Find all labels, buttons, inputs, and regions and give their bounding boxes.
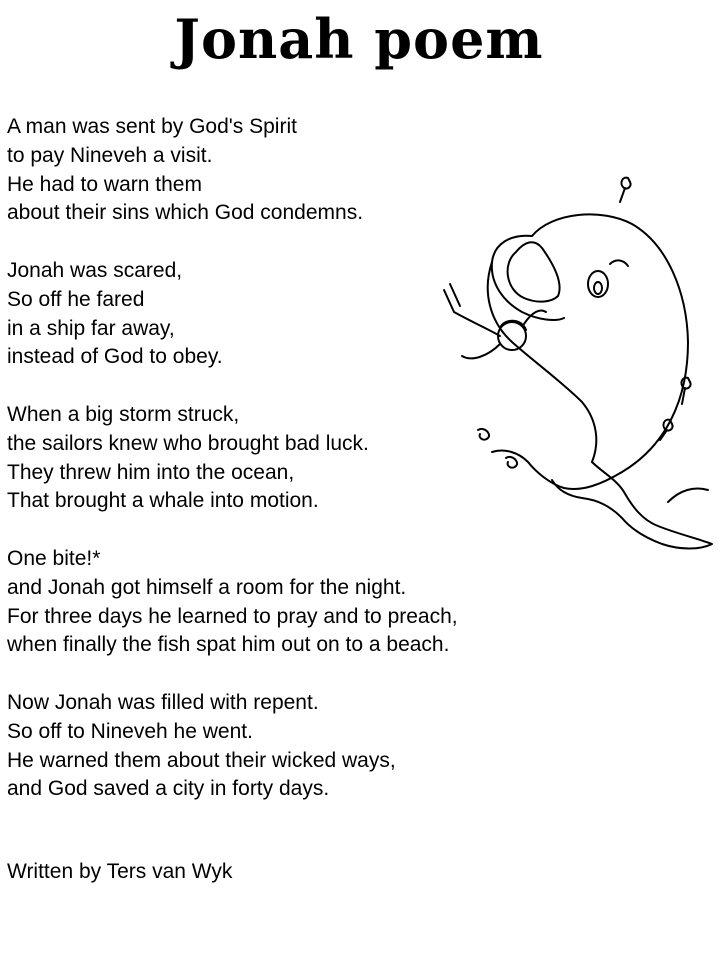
- author-credit: Written by Ters van Wyk: [7, 860, 233, 883]
- stanza-4: [7, 545, 458, 660]
- whale-with-jonah-icon: [432, 172, 718, 562]
- poem-line: That brought a whale into motion.: [7, 489, 319, 513]
- stanza-1: [7, 113, 458, 228]
- page-title: Jonah poem: [174, 7, 544, 71]
- whale-jaw: [492, 236, 564, 320]
- poem-line: and God saved a city in forty days.: [7, 777, 330, 801]
- poem-line: in a ship far away,: [7, 316, 175, 340]
- droplet-icon: [506, 457, 517, 468]
- poem-line: So off to Nineveh he went.: [7, 719, 253, 743]
- jonah-head: [498, 322, 526, 350]
- poem-line: about their sins which God condemns.: [7, 201, 364, 225]
- stanza-2: [7, 257, 458, 372]
- poem-line: instead of God to obey.: [7, 345, 223, 369]
- whale-brow: [610, 260, 628, 266]
- poem-line: and Jonah got himself a room for the night.: [7, 575, 407, 599]
- whale-belly: [488, 262, 597, 462]
- whale-tail: [552, 462, 712, 549]
- poem-line: They threw him into the ocean,: [7, 460, 295, 484]
- poem-line: When a big storm struck,: [7, 402, 240, 426]
- poem-line: He had to warn them: [7, 172, 202, 196]
- poem-line: A man was sent by God's Spirit: [7, 115, 297, 138]
- poem-body: [7, 113, 458, 833]
- poem-line: Jonah was scared,: [7, 258, 183, 282]
- poem-line: Now Jonah was filled with repent.: [7, 690, 319, 714]
- poem-line: One bite!*: [7, 546, 101, 570]
- poem-line: He warned them about their wicked ways,: [7, 748, 396, 772]
- whale-tail-fin: [668, 489, 708, 503]
- whale-pupil: [594, 282, 602, 294]
- whale-mouth-inner: [508, 242, 560, 301]
- droplet-icon: [478, 429, 489, 440]
- droplet-icon: [620, 178, 631, 202]
- poem-line: to pay Nineveh a visit.: [7, 143, 213, 167]
- poem-line: For three days he learned to pray and to preach,: [7, 604, 458, 628]
- stanza-3: [7, 401, 458, 516]
- stanza-5: [7, 689, 458, 804]
- poem-line: the sailors knew who brought bad luck.: [7, 431, 369, 455]
- poem-line: when finally the fish spat him out on to a beach.: [7, 633, 450, 657]
- poem-line: So off he fared: [7, 287, 145, 311]
- jonah-body: [444, 284, 500, 358]
- whale-body: [492, 214, 688, 489]
